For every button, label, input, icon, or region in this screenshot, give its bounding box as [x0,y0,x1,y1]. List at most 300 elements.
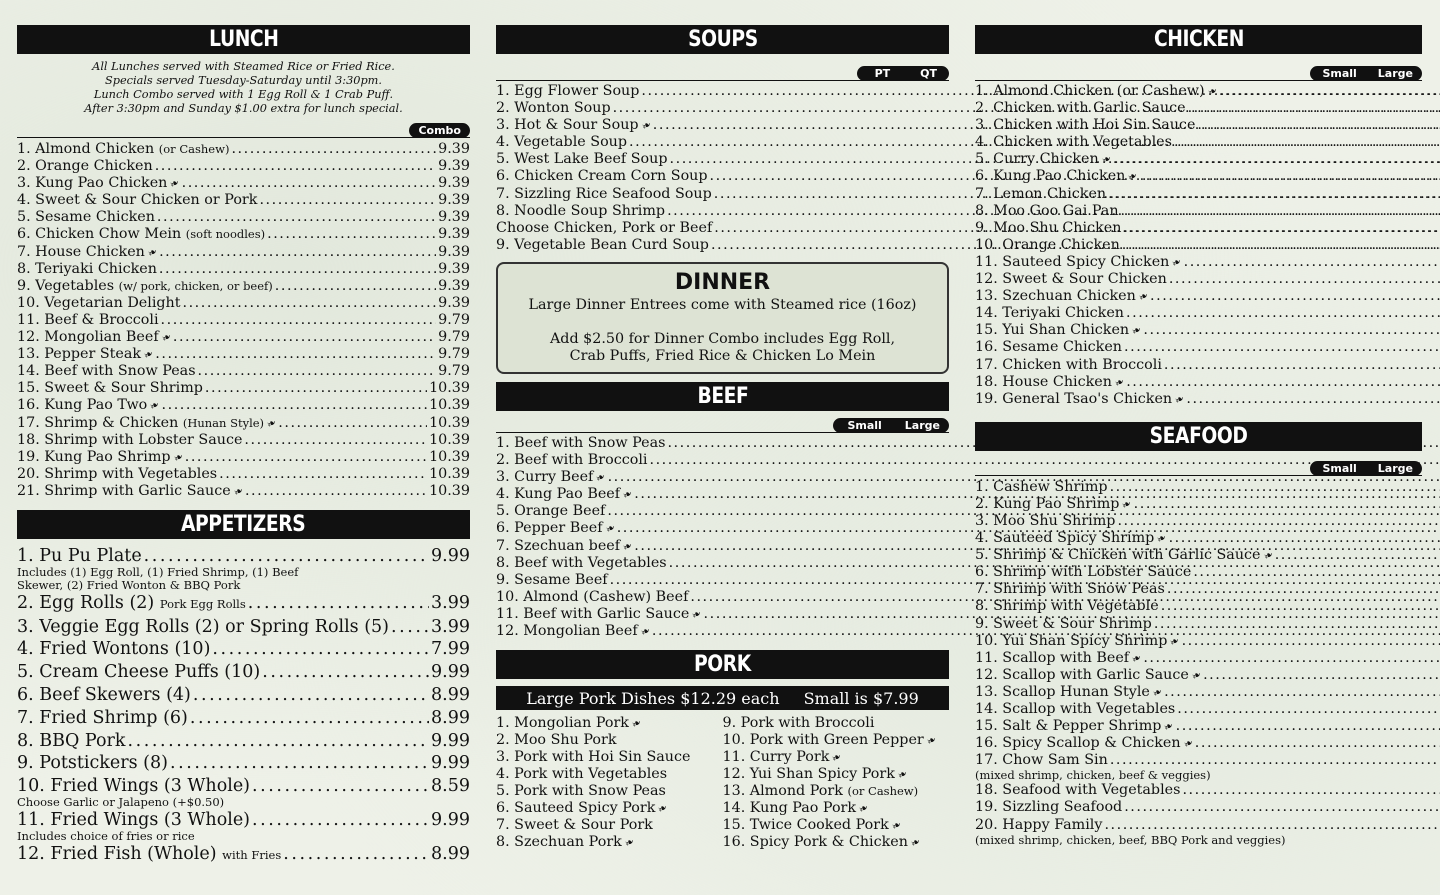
item-name [975,683,1165,701]
item-left [975,650,1440,667]
item-label: 6. Beef Skewers (4) [17,684,191,705]
item-label: 8. Noodle Soup Shrimp [496,202,666,219]
item-note: with Fries [222,847,282,862]
item-name [975,151,1114,168]
item-left [975,513,1440,530]
menu-item [975,479,1422,496]
item-label: 3. Pork with Hoi Sin Sauce [496,749,691,766]
small-label: Small [1322,461,1357,475]
leader-dots [183,295,437,312]
item-label: 11. Scallop with Beef [975,649,1130,666]
leader-dots [155,346,436,363]
menu-item [723,749,950,766]
item-label: 8. Szechuan Pork [496,834,622,851]
item-price: 9.79 [438,311,470,328]
item-label: 14. Teriyaki Chicken [975,305,1125,322]
item-left [975,237,1440,254]
item-left [975,168,1440,185]
item-left [975,254,1440,271]
menu-item [975,237,1422,254]
leader-dots [1117,513,1440,530]
menu-item [17,466,470,483]
menu-item [17,278,470,295]
menu-item [975,616,1422,633]
item-name [17,209,155,226]
item-row [975,718,1440,735]
item-label: 7. Szechuan beef [496,537,621,554]
item-name [975,100,1186,117]
leader-dots [1176,718,1440,735]
item-name [496,555,667,572]
item-name [17,466,217,483]
item-label: 5. Curry Chicken [975,151,1099,168]
chili-pepper-icon: ❧ [602,520,618,537]
item-price: 7.99 [431,639,470,660]
menu-item [975,564,1422,581]
chili-pepper-icon: ❧ [637,623,653,640]
leader-dots [1275,547,1440,564]
pork-banner [496,686,949,710]
menu-item [496,486,949,503]
menu-item [496,589,949,606]
leader-dots [1123,220,1440,237]
item-name [975,83,1220,100]
item-label: 3. Chicken with Hoi Sin Sauce [975,117,1196,134]
item-price: 9.39 [438,260,470,277]
item-label: 12. Yui Shan Spicy Pork [722,766,895,783]
leader-dots [1122,237,1440,254]
item-name [975,322,1144,339]
item-left [975,667,1440,684]
item-name [496,435,665,452]
menu-item [17,843,470,867]
menu-item [496,800,723,817]
leader-dots [1184,254,1440,271]
seafood-list [975,475,1422,847]
menu-item [975,701,1422,718]
leader-dots [1121,203,1440,220]
item-left [975,616,1440,633]
item-label: 11. Curry Pork [722,749,830,766]
menu-item [496,168,949,185]
leader-dots [1177,701,1440,718]
item-description: Includes choice of fries or rice [17,828,195,843]
item-left [975,288,1440,305]
menu-item [17,175,470,192]
item-price: 10.39 [429,482,470,499]
menu-item [723,715,950,732]
item-name [975,718,1177,735]
item-description: Includes (1) Egg Roll, (1) Fried Shrimp, (1) Beef Skewer, (2) Fried Wonton & BBQ Pork [17,564,299,592]
item-name [496,117,654,134]
menu-item [17,158,470,175]
item-label: 9. Vegetable Bean Curd Soup [496,236,709,253]
item-name [975,357,1162,374]
item-row [975,117,1440,134]
chili-pepper-icon: ❧ [1119,496,1135,513]
item-name [17,226,265,243]
lunch-combo-header [17,119,470,138]
item-label: 11. Fried Wings (3 Whole) [17,809,251,830]
item-left [975,357,1440,374]
leader-dots [1174,134,1440,151]
chili-pepper-icon: ❧ [145,244,160,261]
menu-item [975,391,1422,408]
item-name [17,192,257,209]
item-name [496,186,712,203]
menu-item [17,244,470,261]
small-label: Small [847,418,882,432]
item-left [975,496,1440,513]
chicken-list [975,80,1422,408]
menu-item [975,684,1422,701]
leader-dots [162,397,428,414]
menu-item [17,752,470,775]
leader-dots [231,141,436,158]
item-label: 5. West Lake Beef Soup [496,151,668,168]
menu-item [723,800,950,817]
chili-pepper-icon: ❧ [638,117,654,134]
leader-dots [283,843,429,866]
item-price: 3.99 [431,592,470,613]
item-name [17,482,246,500]
item-price: 9.39 [438,175,470,192]
item-left [975,479,1440,496]
item-name [975,253,1185,271]
menu-item [496,83,949,100]
chili-pepper-icon: ❧ [924,732,939,749]
item-label: 21. Shrimp with Garlic Sauce [17,482,231,499]
menu-item [496,749,723,766]
item-name [17,295,181,312]
item-label: 8. Beef with Vegetables [496,554,667,571]
dinner-line: Large Dinner Entrees come with Steamed rice (16oz) [528,296,917,313]
item-name [975,186,1106,203]
item-price: 9.79 [438,346,470,363]
menu-item [496,220,949,237]
item-price: 3.99 [431,616,470,637]
item-label: 14. Beef with Snow Peas [17,363,196,380]
item-label: 14. Scallop with Vegetables [975,701,1176,717]
chicken-col-header [975,62,1422,81]
menu-item [17,346,470,363]
leader-dots [1126,374,1440,391]
item-label: 11. Beef with Garlic Sauce [496,605,690,622]
chili-pepper-icon: ❧ [1161,718,1177,735]
menu-item [17,684,470,707]
item-label: 13. Pepper Steak [17,346,142,363]
menu-item [496,520,949,537]
item-name [17,141,229,158]
menu-item [975,254,1422,271]
item-price: 9.39 [438,192,470,209]
item-name [975,530,1170,547]
menu-item [17,616,470,639]
item-row [975,100,1440,117]
item-name [496,83,639,100]
menu-item [723,732,950,749]
menu-item [17,312,470,329]
item-row [975,168,1440,185]
item-price: 10.39 [429,448,470,465]
leader-dots [1143,650,1440,667]
item-label: 2. Beef with Broccoli [496,452,648,469]
item-label: 1. Beef with Snow Peas [496,434,666,451]
menu-item [975,357,1422,374]
item-label: 4. Sauteed Spicy Shrimp [975,530,1155,547]
item-name [496,100,611,117]
item-label: 5. Sesame Chicken [17,209,155,226]
item-name [17,616,389,639]
item-left [975,203,1440,220]
item-price: 9.99 [431,753,470,774]
item-price: 9.39 [438,158,470,175]
qt-label: QT [920,67,937,80]
item-label: 18. Seafood with Vegetables [975,782,1181,799]
item-label: 3. Curry Beef [496,469,594,486]
item-left [975,530,1440,547]
leader-dots [1219,83,1440,100]
item-label: 14. Kung Pao Pork [722,800,857,817]
item-row [975,513,1440,530]
item-price: 8.99 [431,843,470,864]
item-name [975,203,1119,220]
menu-item [496,555,949,572]
item-left [975,564,1440,581]
leader-dots [275,278,436,295]
item-name [975,735,1196,752]
item-name [975,817,1102,834]
item-name [975,339,1122,356]
menu-item [17,209,470,226]
item-name [496,486,635,503]
chili-pepper-icon: ❧ [1099,151,1114,168]
item-name [975,616,1152,633]
item-name [975,288,1151,305]
item-label: 3. Moo Shu Shrimp [975,512,1116,529]
item-label: 7. Fried Shrimp (6) [17,707,188,728]
leader-dots [1161,598,1440,615]
menu-item [496,834,723,851]
item-row [975,799,1440,816]
leader-dots [252,809,429,832]
item-label: 12. Sweet & Sour Chicken [975,271,1167,288]
item-label: 12. Fried Fish (Whole) [17,843,217,864]
leader-dots [159,244,436,261]
item-left [975,117,1440,134]
pork-small-price: Small is $7.99 [803,688,919,708]
menu-item [975,547,1422,564]
item-name [17,380,203,397]
item-label: 4. Vegetable Soup [496,134,628,151]
item-left [975,374,1440,391]
item-name [975,390,1187,408]
lunch-note: Specials served Tuesday-Saturday until 3:30pm. [104,74,382,87]
chili-pepper-icon: ❧ [908,834,923,851]
menu-item [496,117,949,134]
item-left [975,100,1440,117]
leader-dots [1188,100,1440,117]
item-label: 18. House Chicken [975,373,1112,390]
menu-item [975,581,1422,598]
item-label: 6. Chicken Cream Corn Soup [496,168,708,185]
item-name [496,151,668,168]
item-price: 9.39 [438,294,470,311]
item-left [975,752,1440,782]
beef-col-header [496,414,949,433]
item-name [17,414,279,432]
leader-dots [1193,564,1440,581]
chicken-header: CHICKEN [975,25,1422,54]
menu-item [17,329,470,346]
menu-item [17,661,470,684]
menu-item [975,100,1422,117]
item-price: 9.39 [438,141,470,157]
menu-item [975,322,1422,339]
item-name [975,564,1191,581]
chili-pepper-icon: ❧ [147,397,163,414]
menu-item [975,667,1422,684]
item-left [975,799,1440,816]
chili-pepper-icon: ❧ [1172,391,1187,408]
item-name [17,638,210,661]
item-row [975,479,1440,496]
item-name [975,581,1165,598]
chili-pepper-icon: ❧ [141,346,156,363]
leader-dots [252,775,429,798]
chili-pepper-icon: ❧ [1167,633,1183,650]
menu-item [496,186,949,203]
menu-item [975,203,1422,220]
item-label: 9. Sweet & Sour Shrimp [975,615,1152,632]
item-label: 12. Scallop with Garlic Sauce [975,666,1189,683]
item-label: 4. Fried Wontons (10) [17,639,211,660]
leader-dots [1140,168,1440,185]
item-note: Pork Egg Rolls [159,596,246,611]
large-label: Large [1377,461,1413,475]
item-label: 6. Sauteed Spicy Pork [496,800,656,817]
menu-item [975,752,1422,782]
leader-dots [262,661,429,684]
item-label: 12. Mongolian Beef [496,622,638,639]
item-label: 2. Wonton Soup [496,100,611,117]
item-price: 9.99 [431,809,470,830]
item-price: 9.39 [438,277,470,294]
chili-pepper-icon: ❧ [1112,374,1127,391]
item-name [975,271,1167,288]
item-name [975,513,1115,530]
item-row [975,633,1440,650]
item-name [496,134,627,151]
item-name [975,632,1183,650]
lunch-column [17,25,470,867]
menu-item [975,650,1422,667]
item-name [496,622,653,640]
dinner-line: Crab Puffs, Fried Rice & Chicken Lo Mein [569,347,876,364]
item-label: 19. Kung Pao Shrimp [17,448,171,465]
item-price: 9.79 [438,329,470,346]
leader-dots [182,175,437,192]
leader-dots [1134,496,1440,513]
item-label: 7. Shrimp with Snow Peas [975,581,1165,598]
item-row [975,817,1440,834]
pork-list-left [496,715,723,851]
leader-dots [244,432,427,449]
item-left [975,322,1440,339]
menu-item [975,530,1422,547]
leader-dots [1124,799,1440,816]
item-label: 6. Pepper Beef [496,520,603,537]
item-left [975,581,1440,598]
item-row [975,339,1440,356]
menu-item [975,799,1422,816]
item-label: 15. Yui Shan Chicken [975,322,1130,339]
item-note: (soft noodles) [185,227,266,242]
item-name [496,503,605,520]
menu-item [975,718,1422,735]
chili-pepper-icon: ❧ [620,538,635,554]
item-label: 16. Sesame Chicken [975,339,1123,356]
item-price: 10.39 [429,397,470,414]
chili-pepper-icon: ❧ [622,834,637,851]
item-name [17,261,157,278]
item-description: (mixed shrimp, chicken, beef & veggies) [975,768,1211,783]
item-price: 9.99 [431,662,470,683]
menu-item [496,203,949,220]
leader-dots [1203,667,1440,684]
item-label: 10. Vegetarian Delight [17,294,181,311]
item-label: 9. Moo Shu Chicken [975,219,1122,236]
chili-pepper-icon: ❧ [158,329,174,346]
leader-dots [159,261,436,278]
menu-item [496,783,723,800]
item-label: 13. Szechuan Chicken [975,288,1136,305]
item-row [975,203,1440,220]
leader-dots [198,363,437,380]
item-left [975,701,1440,718]
item-price: 9.39 [438,226,470,243]
leader-dots [190,707,429,730]
leader-dots [185,449,427,466]
pork-header: PORK [496,650,949,679]
chili-pepper-icon: ❧ [629,715,644,732]
item-name [975,237,1120,254]
leader-dots [248,592,429,615]
chili-pepper-icon: ❧ [1125,169,1141,185]
item-label: 4. Pork with Vegetables [496,766,668,783]
pt-label: PT [874,67,891,80]
item-label: 19. General Tsao's Chicken [975,390,1173,407]
item-label: 7. Sizzling Rice Seafood Soup [496,185,712,202]
menu-item [975,288,1422,305]
chili-pepper-icon: ❧ [231,483,246,500]
item-name [975,305,1124,322]
menu-item [975,496,1422,513]
item-label: 2. Chicken with Garlic Sauce [975,100,1186,117]
item-label: 4. Chicken with Vegetables [975,134,1172,151]
item-name [17,592,246,616]
item-row [975,288,1440,305]
leader-dots [391,616,429,639]
item-name [17,363,196,380]
chili-pepper-icon: ❧ [1260,547,1276,564]
chili-pepper-icon: ❧ [889,817,904,834]
menu-item [496,817,723,834]
item-name [496,469,609,486]
menu-item [496,715,723,732]
leader-dots [1154,616,1440,633]
item-row [975,564,1440,581]
